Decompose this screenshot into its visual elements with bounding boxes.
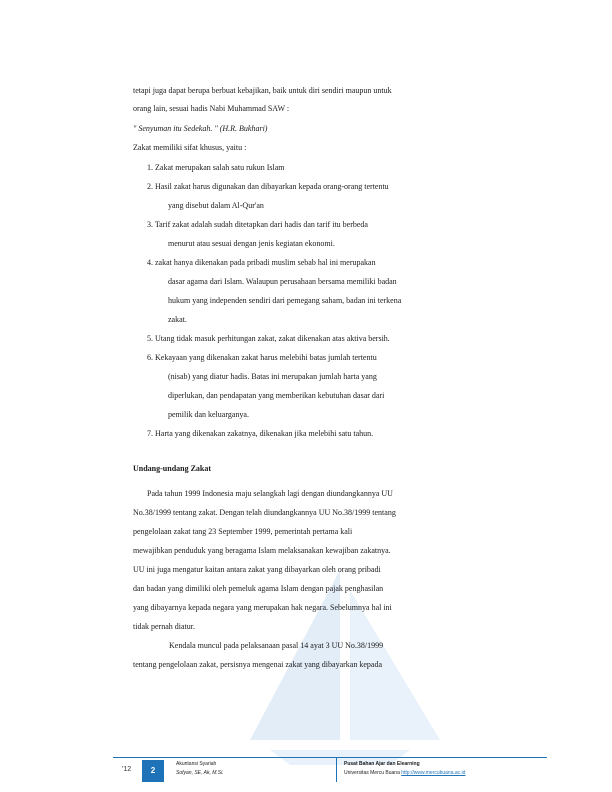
text-line: Zakat memiliki sifat khusus, yaitu :: [133, 143, 247, 152]
course-title: Akuntansi Syariah: [176, 761, 217, 767]
list-item: 7. Harta yang dikenakan zakatnya, dikenakan jika melebihi satu tahun.: [147, 429, 374, 438]
list-item: 5. Utang tidak masuk perhitungan zakat, zakat dikenakan atas aktiva bersih.: [147, 334, 390, 343]
list-item-cont: yang disebut dalam Al-Qur'an: [168, 201, 264, 210]
paragraph-line: pengelolaan zakat tang 23 September 1999, pemerintah pertama kali: [133, 527, 353, 536]
paragraph-line: tidak pernah diatur.: [133, 622, 195, 631]
list-item-cont: menurut atau sesuai dengan jenis kegiatan ekonomi.: [168, 239, 335, 248]
footer-divider: [113, 757, 547, 758]
page-number: 2: [142, 760, 164, 782]
paragraph-line: No.38/1999 tentang zakat. Dengan telah diundangkannya UU No.38/1999 tentang: [133, 508, 396, 517]
university-name: Universitas Mercu Buana: [344, 770, 400, 776]
list-item-cont: pemilik dan keluarganya.: [168, 410, 249, 419]
footer-vertical-divider: [336, 758, 337, 782]
university-link[interactable]: http://www.mercubuana.ac.id: [401, 770, 466, 776]
footer-university-line: [344, 769, 465, 778]
list-item: 6. Kekayaan yang dikenakan zakat harus melebihi batas jumlah tertentu: [147, 353, 377, 362]
paragraph-line: dan badan yang dimiliki oleh pemeluk agama Islam dengan pajak penghasilan: [133, 584, 384, 593]
footer-course: [176, 760, 224, 778]
author-name: Sofyan, SE, Ak, M.Si.: [176, 770, 224, 776]
section-heading: Undang-undang Zakat: [133, 464, 212, 473]
paragraph-line: yang dibayarnya kepada negara yang merupakan hak negara. Sebelumnya hal ini: [133, 603, 392, 612]
paragraph-line: Kendala muncul pada pelaksanaan pasal 14 ayat 3 UU No.38/1999: [169, 641, 384, 650]
list-item-cont: hukum yang independen sendiri dari pemegang saham, badan ini terkena: [168, 296, 402, 305]
text-line: orang lain, sesuai hadis Nabi Muhammad SAW :: [133, 104, 290, 113]
list-item-cont: diperlukan, dan pendapatan yang memberikan kebutuhan dasar dari: [168, 391, 385, 400]
list-item: 2. Hasil zakat harus digunakan dan dibayarkan kepada orang-orang tertentu: [147, 182, 389, 191]
list-item: 3. Tarif zakat adalah sudah ditetapkan dari hadis dan tarif itu berbeda: [147, 220, 368, 229]
paragraph-line: mewajibkan penduduk yang beragama Islam melaksanakan kewajiban zakatnya.: [133, 546, 391, 555]
list-item-cont: zakat.: [168, 315, 187, 324]
footer-right-title: Pusat Bahan Ajar dan Elearning: [344, 761, 420, 767]
list-item-cont: dasar agama dari Islam. Walaupun perusahaan bersama memiliki badan: [168, 277, 397, 286]
paragraph-line: tentang pengelolaan zakat, persisnya mengenai zakat yang dibayarkan kepada: [133, 660, 382, 669]
list-item: 1. Zakat merupakan salah satu rukun Islam: [147, 163, 285, 172]
footer-institution: [344, 760, 465, 778]
paragraph-line: UU ini juga mengatur kaitan antara zakat yang dibayarkan oleh orang pribadi: [133, 565, 381, 574]
list-item: 4. zakat hanya dikenakan pada pribadi muslim sebab hal ini merupakan: [147, 258, 376, 267]
quote-line: " Senyuman itu Sedekah. " (H.R. Bukhari): [133, 124, 268, 133]
list-item-cont: (nisab) yang diatur hadis. Batas ini merupakan jumlah harta yang: [168, 372, 377, 381]
footer-year-mark: '12: [122, 766, 132, 773]
text-line: tetapi juga dapat berupa berbuat kebajikan, baik untuk diri sendiri maupun untuk: [133, 86, 392, 95]
paragraph-line: Pada tahun 1999 Indonesia maju selangkah lagi dengan diundangkannya UU: [147, 489, 393, 498]
